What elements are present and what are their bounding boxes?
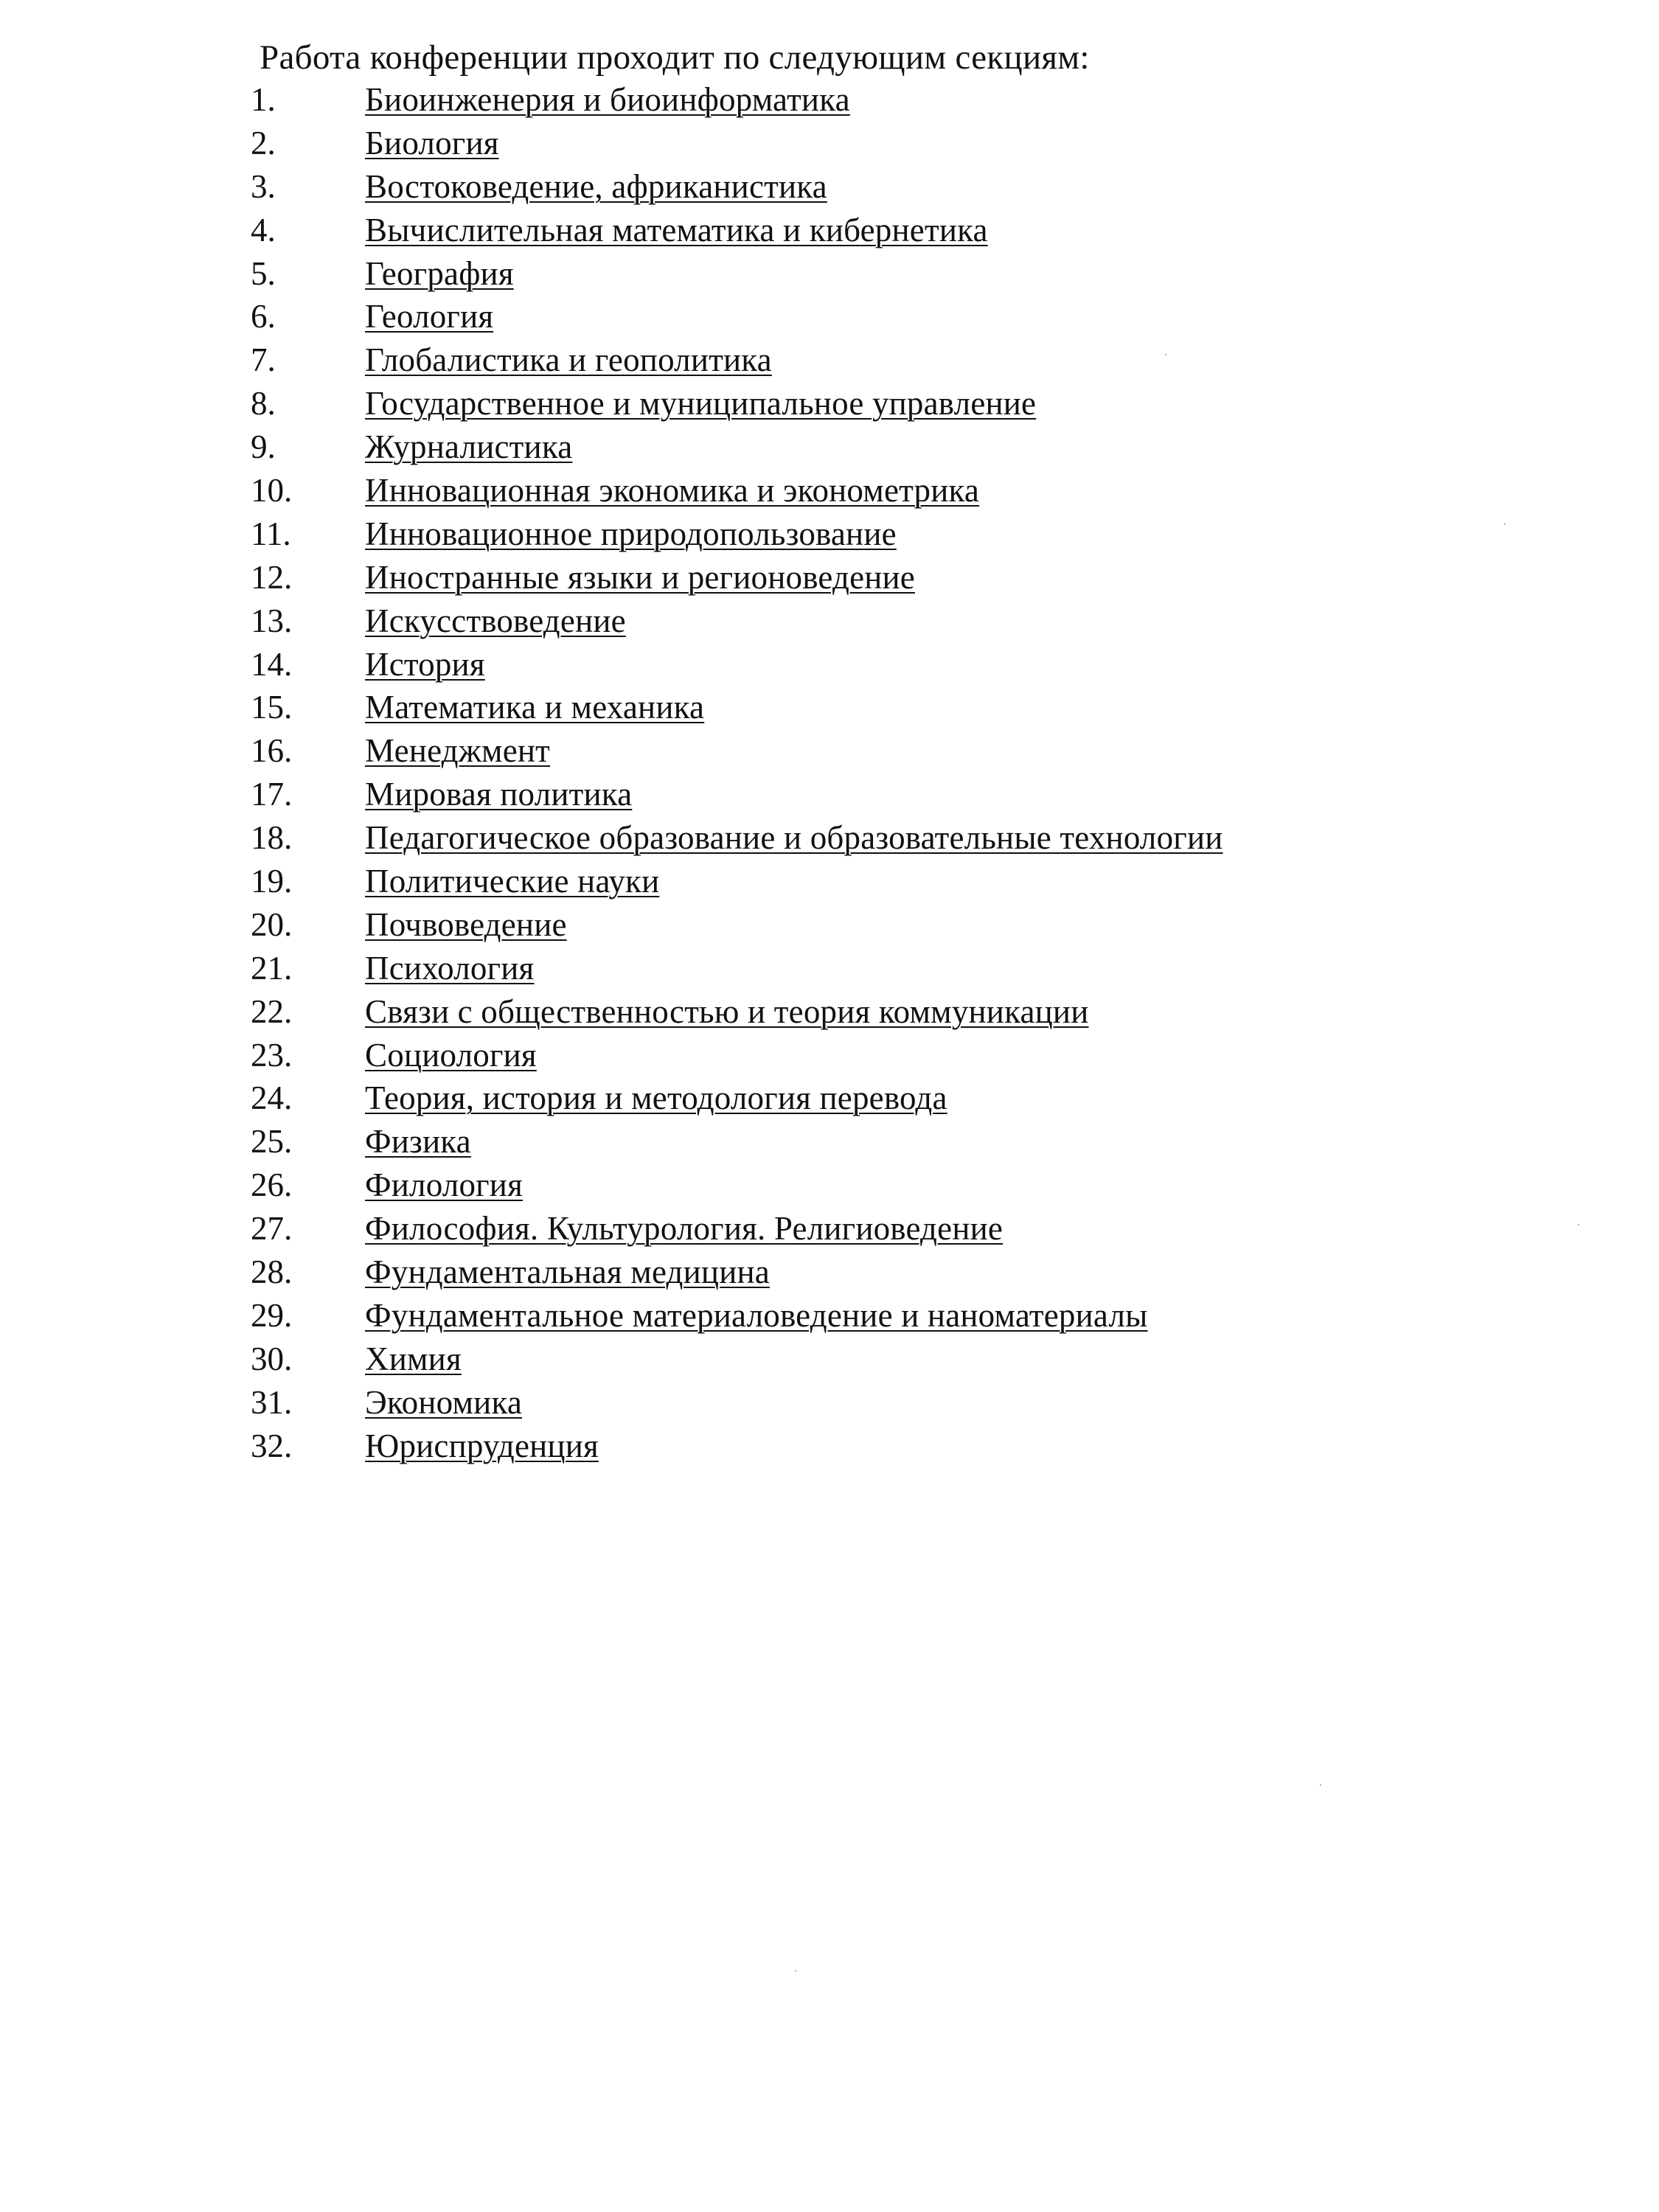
section-number: 10. [251, 472, 293, 509]
section-number: 14. [251, 645, 293, 683]
section-number: 5. [251, 254, 276, 292]
section-link[interactable]: Глобалистика и геополитика [365, 341, 772, 379]
section-link[interactable]: История [365, 645, 485, 683]
scan-speck [1578, 1224, 1579, 1225]
scan-speck [1320, 1784, 1321, 1786]
section-link[interactable]: Физика [365, 1123, 471, 1161]
section-number: 32. [251, 1427, 293, 1464]
section-link[interactable]: Фундаментальная медицина [365, 1253, 770, 1291]
section-link[interactable]: Инновационная экономика и эконометрика [365, 472, 980, 509]
section-number: 8. [251, 385, 276, 422]
section-link[interactable]: Фундаментальное материаловедение и наноматериалы [365, 1296, 1148, 1334]
section-link[interactable]: Связи с общественностью и теория коммуникации [365, 992, 1089, 1030]
section-link[interactable]: Востоковедение, африканистика [365, 167, 827, 205]
section-link[interactable]: Филология [365, 1166, 523, 1204]
scan-speck [795, 1970, 796, 1972]
section-number: 7. [251, 341, 276, 379]
section-number: 3. [251, 167, 276, 205]
section-number: 11. [251, 515, 291, 552]
section-link[interactable]: Политические науки [365, 863, 660, 900]
section-link[interactable]: Биоинженерия и биоинформатика [365, 81, 850, 118]
section-link[interactable]: Искусствоведение [365, 602, 626, 639]
section-link[interactable]: Мировая политика [365, 776, 633, 813]
section-number: 13. [251, 602, 293, 639]
section-link[interactable]: Педагогическое образование и образовательные технологии [365, 819, 1223, 857]
section-link[interactable]: Вычислительная математика и кибернетика [365, 211, 988, 248]
section-link[interactable]: Психология [365, 949, 535, 987]
section-number: 26. [251, 1166, 293, 1204]
section-number: 28. [251, 1253, 293, 1291]
section-number: 23. [251, 1036, 293, 1074]
section-number: 24. [251, 1079, 293, 1117]
section-number: 29. [251, 1296, 293, 1334]
section-number: 19. [251, 863, 293, 900]
section-link[interactable]: Биология [365, 124, 499, 161]
section-number: 2. [251, 124, 276, 161]
section-number: 1. [251, 81, 276, 118]
section-number: 30. [251, 1340, 293, 1377]
section-number: 22. [251, 992, 293, 1030]
section-link[interactable]: Математика и механика [365, 689, 705, 726]
section-link[interactable]: Инновационное природопользование [365, 515, 897, 552]
section-link[interactable]: Геология [365, 298, 494, 335]
section-link[interactable]: Теория, история и методология перевода [365, 1079, 947, 1117]
section-number: 18. [251, 819, 293, 857]
section-link[interactable]: Государственное и муниципальное управление [365, 385, 1037, 422]
section-number: 15. [251, 689, 293, 726]
section-link[interactable]: Менеджмент [365, 732, 551, 770]
section-link[interactable]: Журналистика [365, 428, 573, 466]
section-link[interactable]: Экономика [365, 1383, 523, 1421]
section-number: 25. [251, 1123, 293, 1161]
intro-text: Работа конференции проходит по следующим секциям: [260, 38, 1090, 77]
section-link[interactable]: Почвоведение [365, 905, 567, 943]
section-number: 27. [251, 1210, 293, 1248]
section-link[interactable]: Юриспруденция [365, 1427, 599, 1464]
section-number: 9. [251, 428, 276, 466]
section-number: 21. [251, 949, 293, 987]
section-link[interactable]: Иностранные языки и регионоведение [365, 558, 915, 596]
section-link[interactable]: Философия. Культурология. Религиоведение [365, 1210, 1004, 1248]
section-number: 16. [251, 732, 293, 770]
section-number: 17. [251, 776, 293, 813]
section-number: 4. [251, 211, 276, 248]
section-number: 6. [251, 298, 276, 335]
section-number: 20. [251, 905, 293, 943]
section-number: 31. [251, 1383, 293, 1421]
section-link[interactable]: Химия [365, 1340, 462, 1377]
scan-speck [1165, 354, 1166, 355]
section-number: 12. [251, 558, 293, 596]
scan-speck [1504, 524, 1506, 525]
section-link[interactable]: Социология [365, 1036, 537, 1074]
section-link[interactable]: География [365, 254, 514, 292]
